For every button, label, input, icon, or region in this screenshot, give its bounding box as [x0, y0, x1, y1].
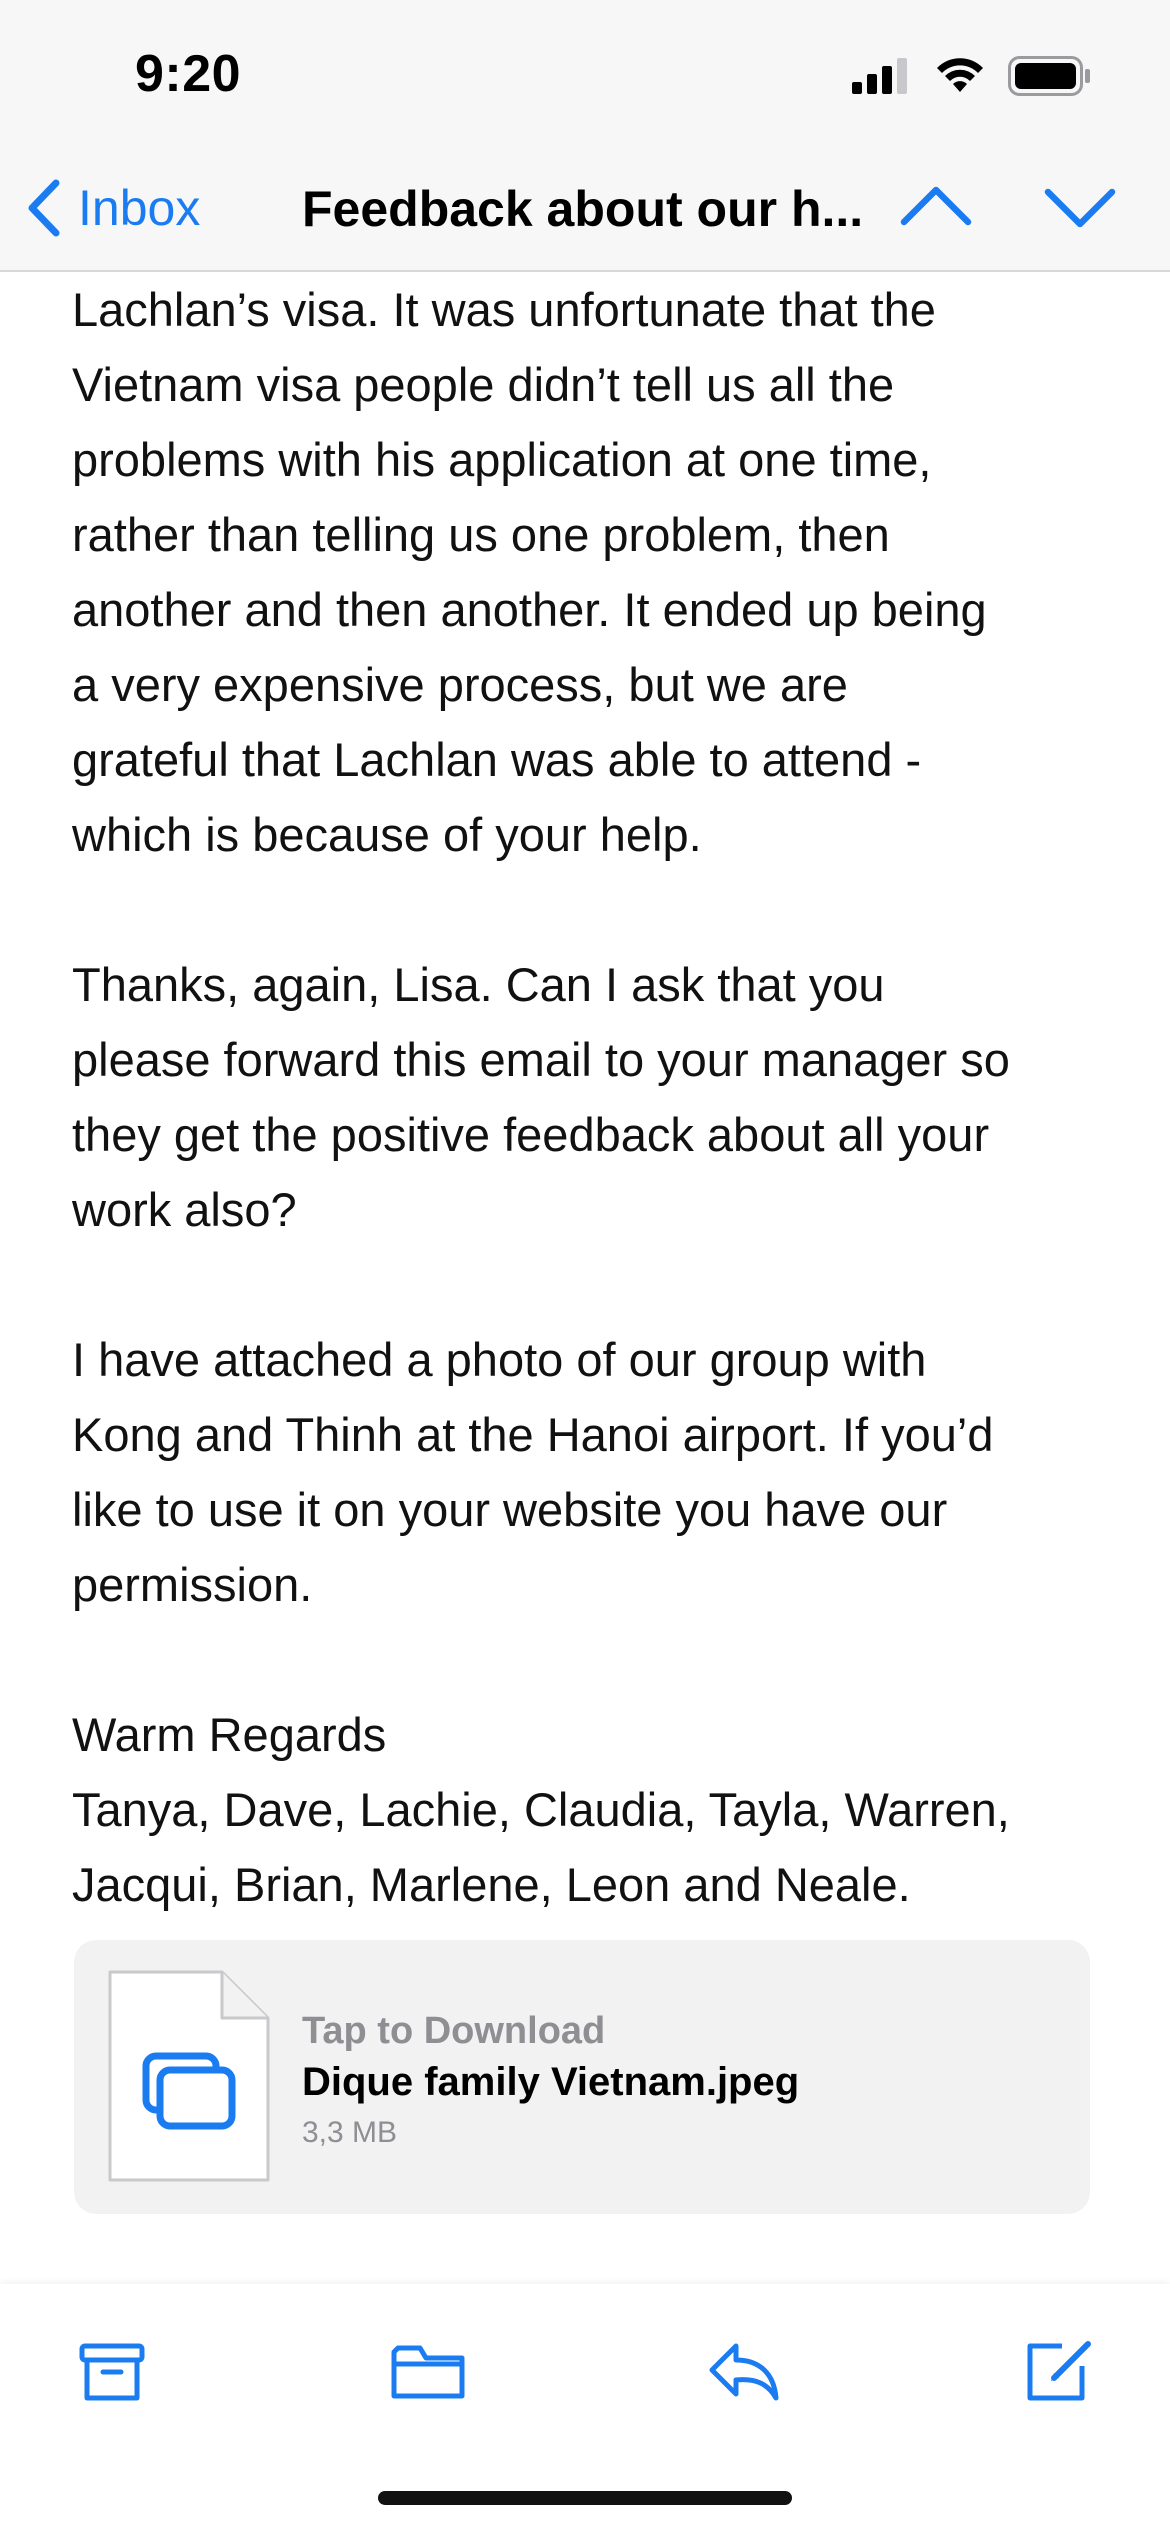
status-bar — [0, 0, 1170, 150]
attachment-card[interactable] — [74, 1940, 1090, 2214]
next-message-chevron-down-icon[interactable] — [1042, 176, 1118, 238]
back-to-inbox-button[interactable] — [24, 172, 200, 244]
compose-icon[interactable] — [1018, 2330, 1098, 2410]
body-paragraph: Warm Regards Tanya, Dave, Lachie, Claudia, Tayla, Warren, Jacqui, Brian, Marlene, Leon and Neale. — [72, 1708, 1010, 1911]
status-time: 9:20 — [135, 45, 242, 103]
navigation-bar — [0, 150, 1170, 272]
body-paragraph: Lachlan’s visa. It was unfortunate that the Vietnam visa people didn’t tell us all the problems with his application at one time, rather than telling us one problem, then another and then another. It ended up being a very expensive process, but we are grateful that Lachlan was able to attend - which is because of your help. — [72, 283, 987, 861]
chevron-left-icon — [24, 177, 64, 239]
cellular-signal-icon — [852, 58, 912, 94]
folder-icon[interactable] — [388, 2330, 468, 2410]
back-button-label: Inbox — [78, 180, 201, 236]
email-body — [72, 272, 1112, 1922]
attachment-download-status: Tap to Download — [302, 2010, 606, 2052]
attachment-filename: Dique family Vietnam.jpeg — [302, 2060, 800, 2104]
body-paragraph: Thanks, again, Lisa. Can I ask that you please forward this email to your manager so they get the positive feedback about all your work also? — [72, 958, 1010, 1236]
wifi-icon — [934, 54, 986, 94]
message-subject-title: Feedback about our h... — [302, 181, 864, 237]
image-file-icon — [104, 1968, 274, 2186]
body-paragraph: I have attached a photo of our group with Kong and Thinh at the Hanoi airport. If you’d like to use it on your website you have our permission. — [72, 1333, 994, 1611]
archive-icon[interactable] — [72, 2330, 152, 2410]
home-indicator[interactable] — [378, 2491, 792, 2505]
battery-icon — [1008, 56, 1092, 96]
reply-icon[interactable] — [704, 2330, 784, 2410]
previous-message-chevron-up-icon[interactable] — [898, 176, 974, 238]
attachment-file-size: 3,3 MB — [302, 2116, 398, 2149]
